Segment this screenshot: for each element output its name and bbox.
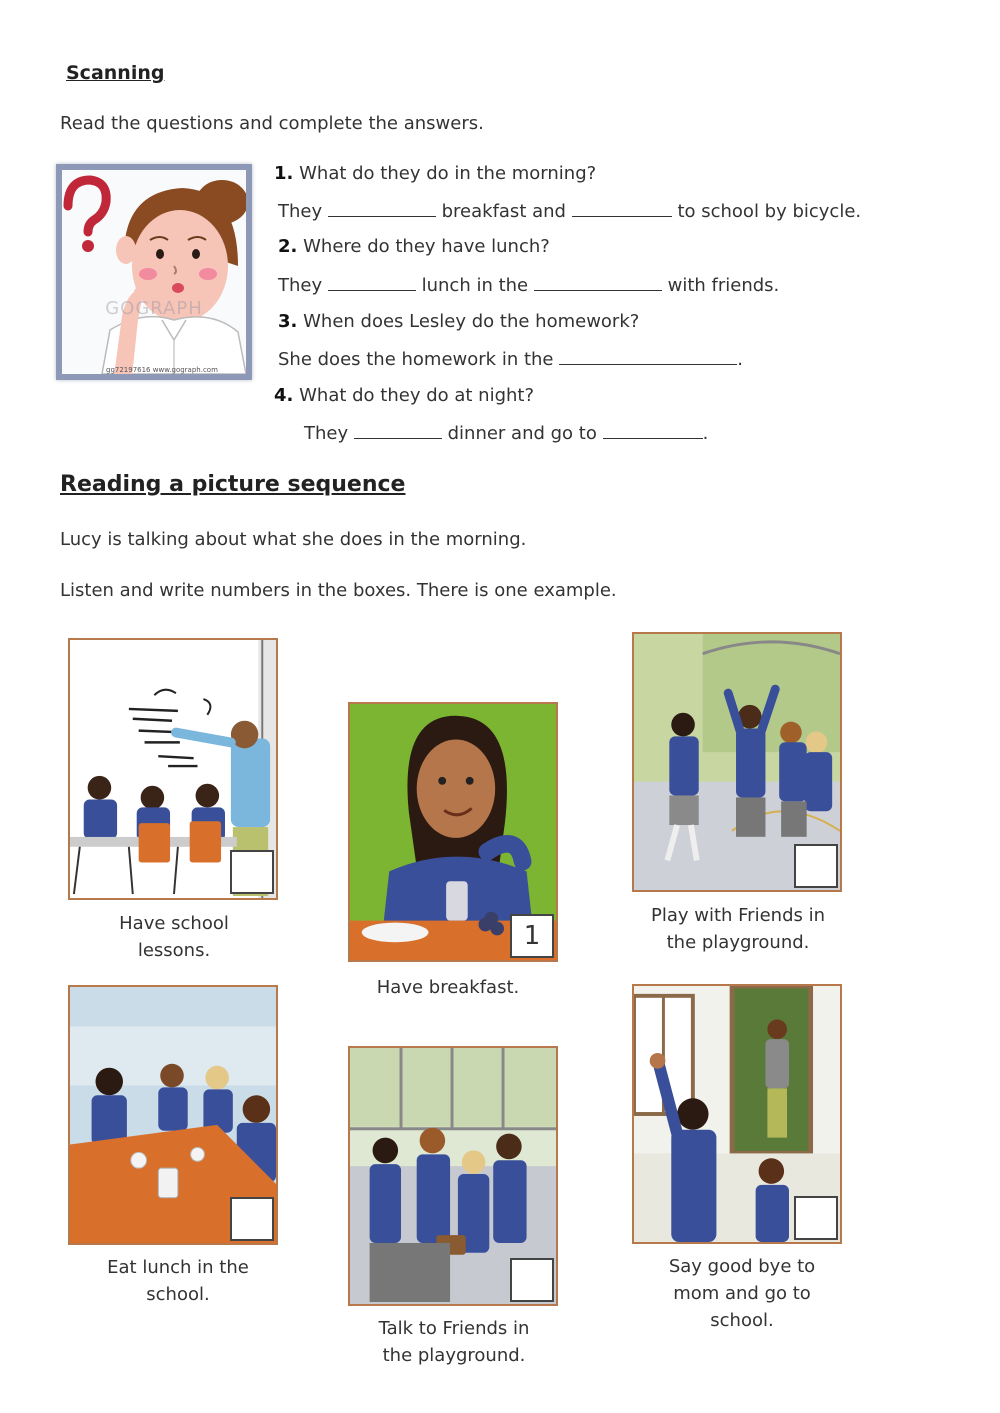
question-number: 1. [274,163,294,184]
answer-3 [278,348,743,370]
caption-talk-to-friends [354,1315,554,1369]
answer-number-box[interactable] [794,1196,838,1240]
sequence-heading: Reading a picture sequence [60,472,406,497]
question-3 [278,311,639,332]
answer-number-box[interactable] [230,850,274,894]
scanning-heading: Scanning [66,62,165,84]
picture-eat-lunch [68,985,278,1245]
caption-line: Talk to Friends in [378,1318,530,1339]
picture-school-lessons [68,638,278,900]
sequence-intro: Lucy is talking about what she does in the morning. [60,529,527,550]
answer-text: dinner and go to [447,423,597,444]
caption-line: mom and go to [673,1283,811,1304]
answer-number-box[interactable] [230,1197,274,1241]
question-number: 4. [274,385,294,406]
answer-1 [278,200,861,222]
question-number: 2. [278,236,298,257]
caption-line: lessons. [137,940,211,961]
thinking-girl-illustration [62,170,246,374]
answer-text: breakfast and [441,201,566,222]
caption-line: the playground. [666,932,810,953]
caption-line: Have school [119,913,229,934]
answer-4 [304,422,708,444]
question-text: What do they do at night? [299,385,535,406]
answer-blank[interactable] [354,422,442,439]
answer-blank[interactable] [534,274,662,291]
image-credit: gg72197616 www.gograph.com [106,366,218,374]
caption-line: Eat lunch in the [107,1257,249,1278]
caption-line: Have breakfast. [376,977,520,998]
caption-school-lessons [74,910,274,964]
caption-line: the playground. [382,1345,526,1366]
answer-number-box[interactable] [510,1258,554,1302]
caption-line: school. [710,1310,774,1331]
caption-say-good-bye [642,1253,842,1334]
answer-number-box[interactable] [794,844,838,888]
question-text: When does Lesley do the homework? [303,311,640,332]
answer-text: . [737,349,743,370]
answer-blank[interactable] [559,348,737,365]
thinking-girl-image [56,164,252,380]
answer-blank[interactable] [572,200,672,217]
answer-text: They [278,275,323,296]
answer-text: with friends. [667,275,780,296]
question-number: 3. [278,311,298,332]
picture-say-good-bye [632,984,842,1244]
answer-text: She does the homework in the [278,349,554,370]
caption-eat-lunch [78,1254,278,1308]
caption-have-breakfast [348,974,548,1001]
answer-number-box[interactable]: 1 [510,914,554,958]
answer-text: to school by bicycle. [677,201,862,222]
question-text: Where do they have lunch? [303,236,550,257]
answer-text: They [278,201,323,222]
picture-have-breakfast [348,702,558,962]
question-4 [274,385,534,406]
scanning-instruction: Read the questions and complete the answers. [60,113,484,134]
picture-talk-to-friends [348,1046,558,1306]
sequence-instruction: Listen and write numbers in the boxes. There is one example. [60,580,617,601]
answer-text: They [304,423,349,444]
caption-line: Say good bye to [668,1256,816,1277]
answer-2 [278,274,779,296]
question-text: What do they do in the morning? [299,163,597,184]
answer-blank[interactable] [328,200,436,217]
caption-line: school. [146,1284,210,1305]
caption-play-with-friends [638,902,838,956]
image-watermark: GOGRAPH [105,298,203,319]
question-1 [274,163,596,184]
answer-text: . [702,423,709,444]
question-2 [278,236,550,257]
answer-blank[interactable] [603,422,703,439]
answer-text: lunch in the [421,275,529,296]
picture-play-with-friends [632,632,842,892]
answer-blank[interactable] [328,274,416,291]
caption-line: Play with Friends in [650,905,826,926]
